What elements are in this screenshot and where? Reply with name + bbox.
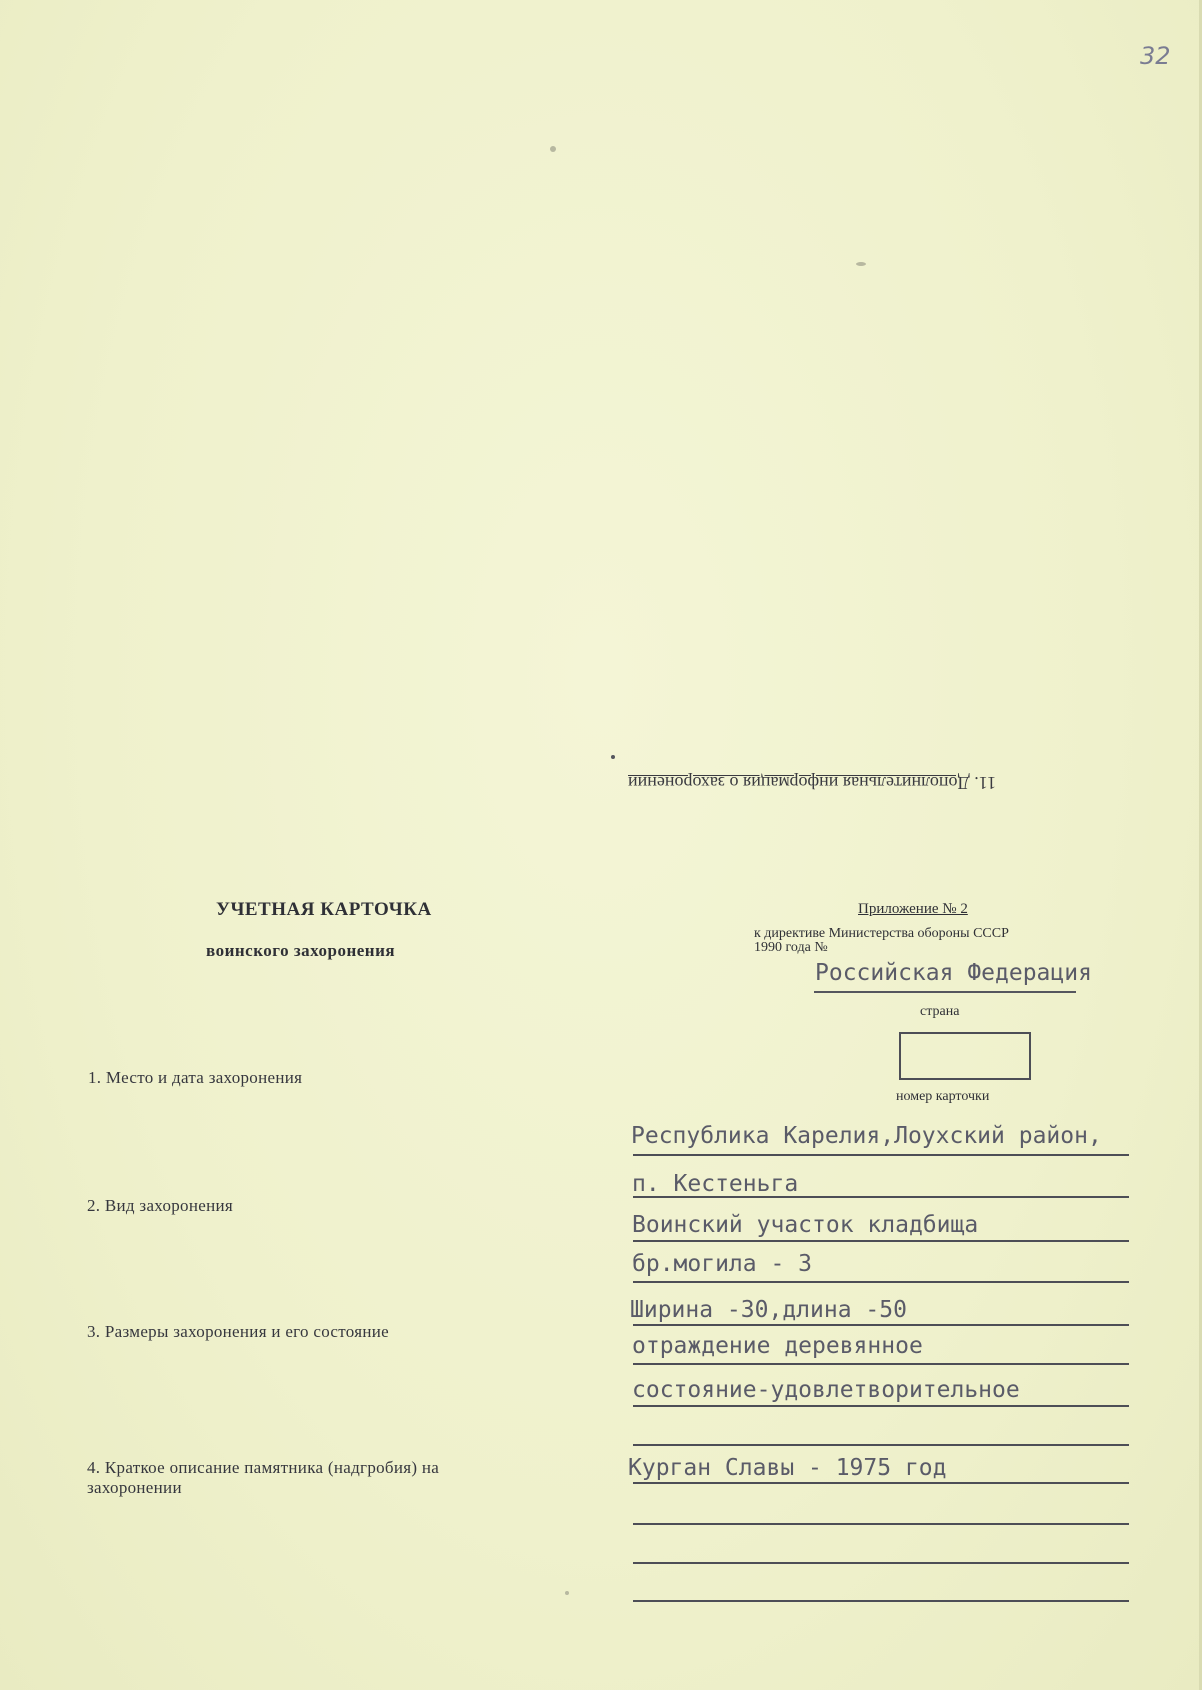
type-underline-1 [633, 1240, 1129, 1242]
place-underline-2 [633, 1196, 1129, 1198]
reverse-heading-number: 11. [974, 773, 997, 793]
directive-line-2: 1990 года № [754, 940, 828, 955]
card-subtitle: воинского захоронения [206, 941, 396, 960]
paper-speck [611, 755, 615, 759]
paper-speck [565, 1591, 569, 1595]
type-line-1: Воинский участок кладбища [632, 1212, 979, 1238]
monument-underline-3 [633, 1562, 1129, 1564]
paper-speck [550, 146, 556, 152]
monument-line-1: Курган Славы - 1975 год [628, 1455, 947, 1481]
type-line-2: бр.могила - 3 [632, 1251, 813, 1277]
field-monument-label-line-1: 4. Краткое описание памятника (надгробия) на [87, 1458, 440, 1477]
monument-underline-1 [633, 1482, 1129, 1484]
card-number-label: номер карточки [896, 1089, 990, 1104]
field-monument-label [87, 1458, 439, 1498]
size-underline-4 [633, 1444, 1129, 1446]
field-size-label: 3. Размеры захоронения и его состояние [87, 1322, 390, 1341]
country-value: Российская Федерация [815, 960, 1092, 986]
field-type-label: 2. Вид захоронения [87, 1196, 234, 1215]
reverse-heading-text: Дополнительная информация о захоронении [628, 773, 970, 793]
directive-line-1: к директиве Министерства обороны СССР [754, 926, 1009, 941]
appendix-label: Приложение № 2 [858, 901, 968, 917]
page-number: 32 [1140, 42, 1171, 70]
paper-speck [856, 262, 866, 266]
card-number-box [899, 1032, 1031, 1080]
place-line-1: Республика Карелия,Лоухский район, [631, 1123, 1102, 1149]
size-underline-3 [633, 1405, 1129, 1407]
type-underline-2 [633, 1281, 1129, 1283]
field-monument-label-line-2: захоронении [87, 1478, 182, 1497]
size-line-1: Ширина -30,длина -50 [630, 1297, 907, 1323]
country-underline [814, 991, 1076, 993]
directive-reference [754, 927, 1009, 955]
size-line-3: состояние-удовлетворительное [632, 1377, 1020, 1403]
size-underline-1 [633, 1324, 1129, 1326]
place-underline-1 [633, 1154, 1129, 1156]
country-label: страна [920, 1004, 960, 1019]
reverse-side-heading [628, 772, 996, 793]
monument-underline-2 [633, 1523, 1129, 1525]
size-line-2: отраждение деревянное [632, 1333, 923, 1359]
field-place-label: 1. Место и дата захоронения [88, 1068, 303, 1087]
card-title: УЧЕТНАЯ КАРТОЧКА [216, 899, 432, 920]
monument-underline-4 [633, 1600, 1129, 1602]
size-underline-2 [633, 1363, 1129, 1365]
place-line-2: п. Кестеньга [632, 1171, 799, 1197]
